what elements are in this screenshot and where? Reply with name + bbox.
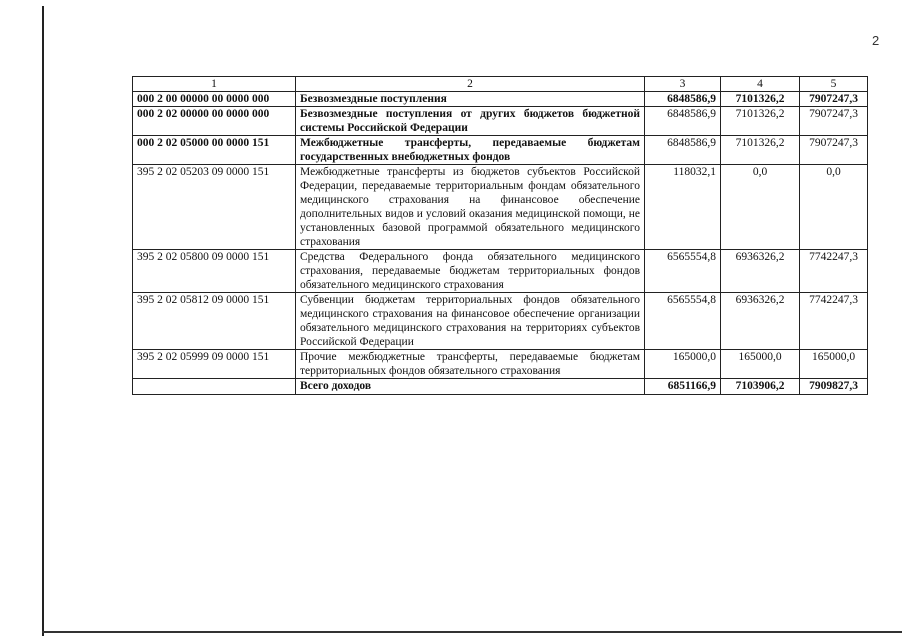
total-label: Всего доходов bbox=[296, 379, 645, 395]
value-col-4: 6936326,2 bbox=[721, 293, 800, 350]
budget-code: 395 2 02 05800 09 0000 151 bbox=[133, 250, 296, 293]
table-header-row bbox=[133, 77, 868, 92]
value-col-4: 165000,0 bbox=[721, 350, 800, 379]
column-number-4: 4 bbox=[721, 77, 800, 92]
budget-code: 000 2 02 05000 00 0000 151 bbox=[133, 136, 296, 165]
value-col-5: 7907247,3 bbox=[800, 92, 868, 107]
table-row bbox=[133, 107, 868, 136]
value-col-3: 6565554,8 bbox=[645, 250, 721, 293]
budget-code: 395 2 02 05203 09 0000 151 bbox=[133, 165, 296, 250]
table-row bbox=[133, 250, 868, 293]
revenue-name: Межбюджетные трансферты, передаваемые бюджетам государственных внебюджетных фондов bbox=[296, 136, 645, 165]
value-col-5: 7907247,3 bbox=[800, 136, 868, 165]
column-number-2: 2 bbox=[296, 77, 645, 92]
column-number-3: 3 bbox=[645, 77, 721, 92]
revenue-name: Субвенции бюджетам территориальных фондов обязательного медицинского страхования на финансовое обеспечение организации обязательного медицинского страхования на территориях субъектов Российской Федерации bbox=[296, 293, 645, 350]
total-row bbox=[133, 379, 868, 395]
total-col-3: 6851166,9 bbox=[645, 379, 721, 395]
total-code-empty bbox=[133, 379, 296, 395]
budget-code: 000 2 00 00000 00 0000 000 bbox=[133, 92, 296, 107]
table-row bbox=[133, 136, 868, 165]
left-margin-line bbox=[42, 6, 44, 636]
value-col-4: 7101326,2 bbox=[721, 136, 800, 165]
value-col-5: 165000,0 bbox=[800, 350, 868, 379]
value-col-4: 7101326,2 bbox=[721, 107, 800, 136]
value-col-5: 7742247,3 bbox=[800, 293, 868, 350]
bottom-margin-line bbox=[42, 631, 902, 633]
budget-code: 395 2 02 05999 09 0000 151 bbox=[133, 350, 296, 379]
value-col-5: 0,0 bbox=[800, 165, 868, 250]
value-col-4: 7101326,2 bbox=[721, 92, 800, 107]
value-col-5: 7907247,3 bbox=[800, 107, 868, 136]
value-col-3: 6565554,8 bbox=[645, 293, 721, 350]
table-row bbox=[133, 92, 868, 107]
column-number-1: 1 bbox=[133, 77, 296, 92]
column-number-5: 5 bbox=[800, 77, 868, 92]
table-row bbox=[133, 293, 868, 350]
revenue-name: Средства Федерального фонда обязательного медицинского страхования, передаваемые бюджетам территориальных фондов обязательного медицинского страхования bbox=[296, 250, 645, 293]
value-col-3: 6848586,9 bbox=[645, 136, 721, 165]
value-col-5: 7742247,3 bbox=[800, 250, 868, 293]
budget-code: 395 2 02 05812 09 0000 151 bbox=[133, 293, 296, 350]
total-col-5: 7909827,3 bbox=[800, 379, 868, 395]
value-col-4: 0,0 bbox=[721, 165, 800, 250]
page-number: 2 bbox=[872, 33, 880, 48]
revenue-name: Межбюджетные трансферты из бюджетов субъектов Российской Федерации, передаваемые территориальным фондам обязательного медицинского страхования на финансовое обеспечение дополнительных видов и условий оказания медицинской помощи, не установленных базовой программой обязательного медицинского страхования bbox=[296, 165, 645, 250]
value-col-3: 118032,1 bbox=[645, 165, 721, 250]
value-col-4: 6936326,2 bbox=[721, 250, 800, 293]
table-row bbox=[133, 350, 868, 379]
value-col-3: 6848586,9 bbox=[645, 107, 721, 136]
value-col-3: 165000,0 bbox=[645, 350, 721, 379]
revenue-name: Прочие межбюджетные трансферты, передаваемые бюджетам территориальных фондов обязательного страхования bbox=[296, 350, 645, 379]
value-col-3: 6848586,9 bbox=[645, 92, 721, 107]
total-col-4: 7103906,2 bbox=[721, 379, 800, 395]
budget-code: 000 2 02 00000 00 0000 000 bbox=[133, 107, 296, 136]
revenue-name: Безвозмездные поступления bbox=[296, 92, 645, 107]
table-row bbox=[133, 165, 868, 250]
revenue-table bbox=[132, 76, 868, 395]
revenue-name: Безвозмездные поступления от других бюджетов бюджетной системы Российской Федерации bbox=[296, 107, 645, 136]
